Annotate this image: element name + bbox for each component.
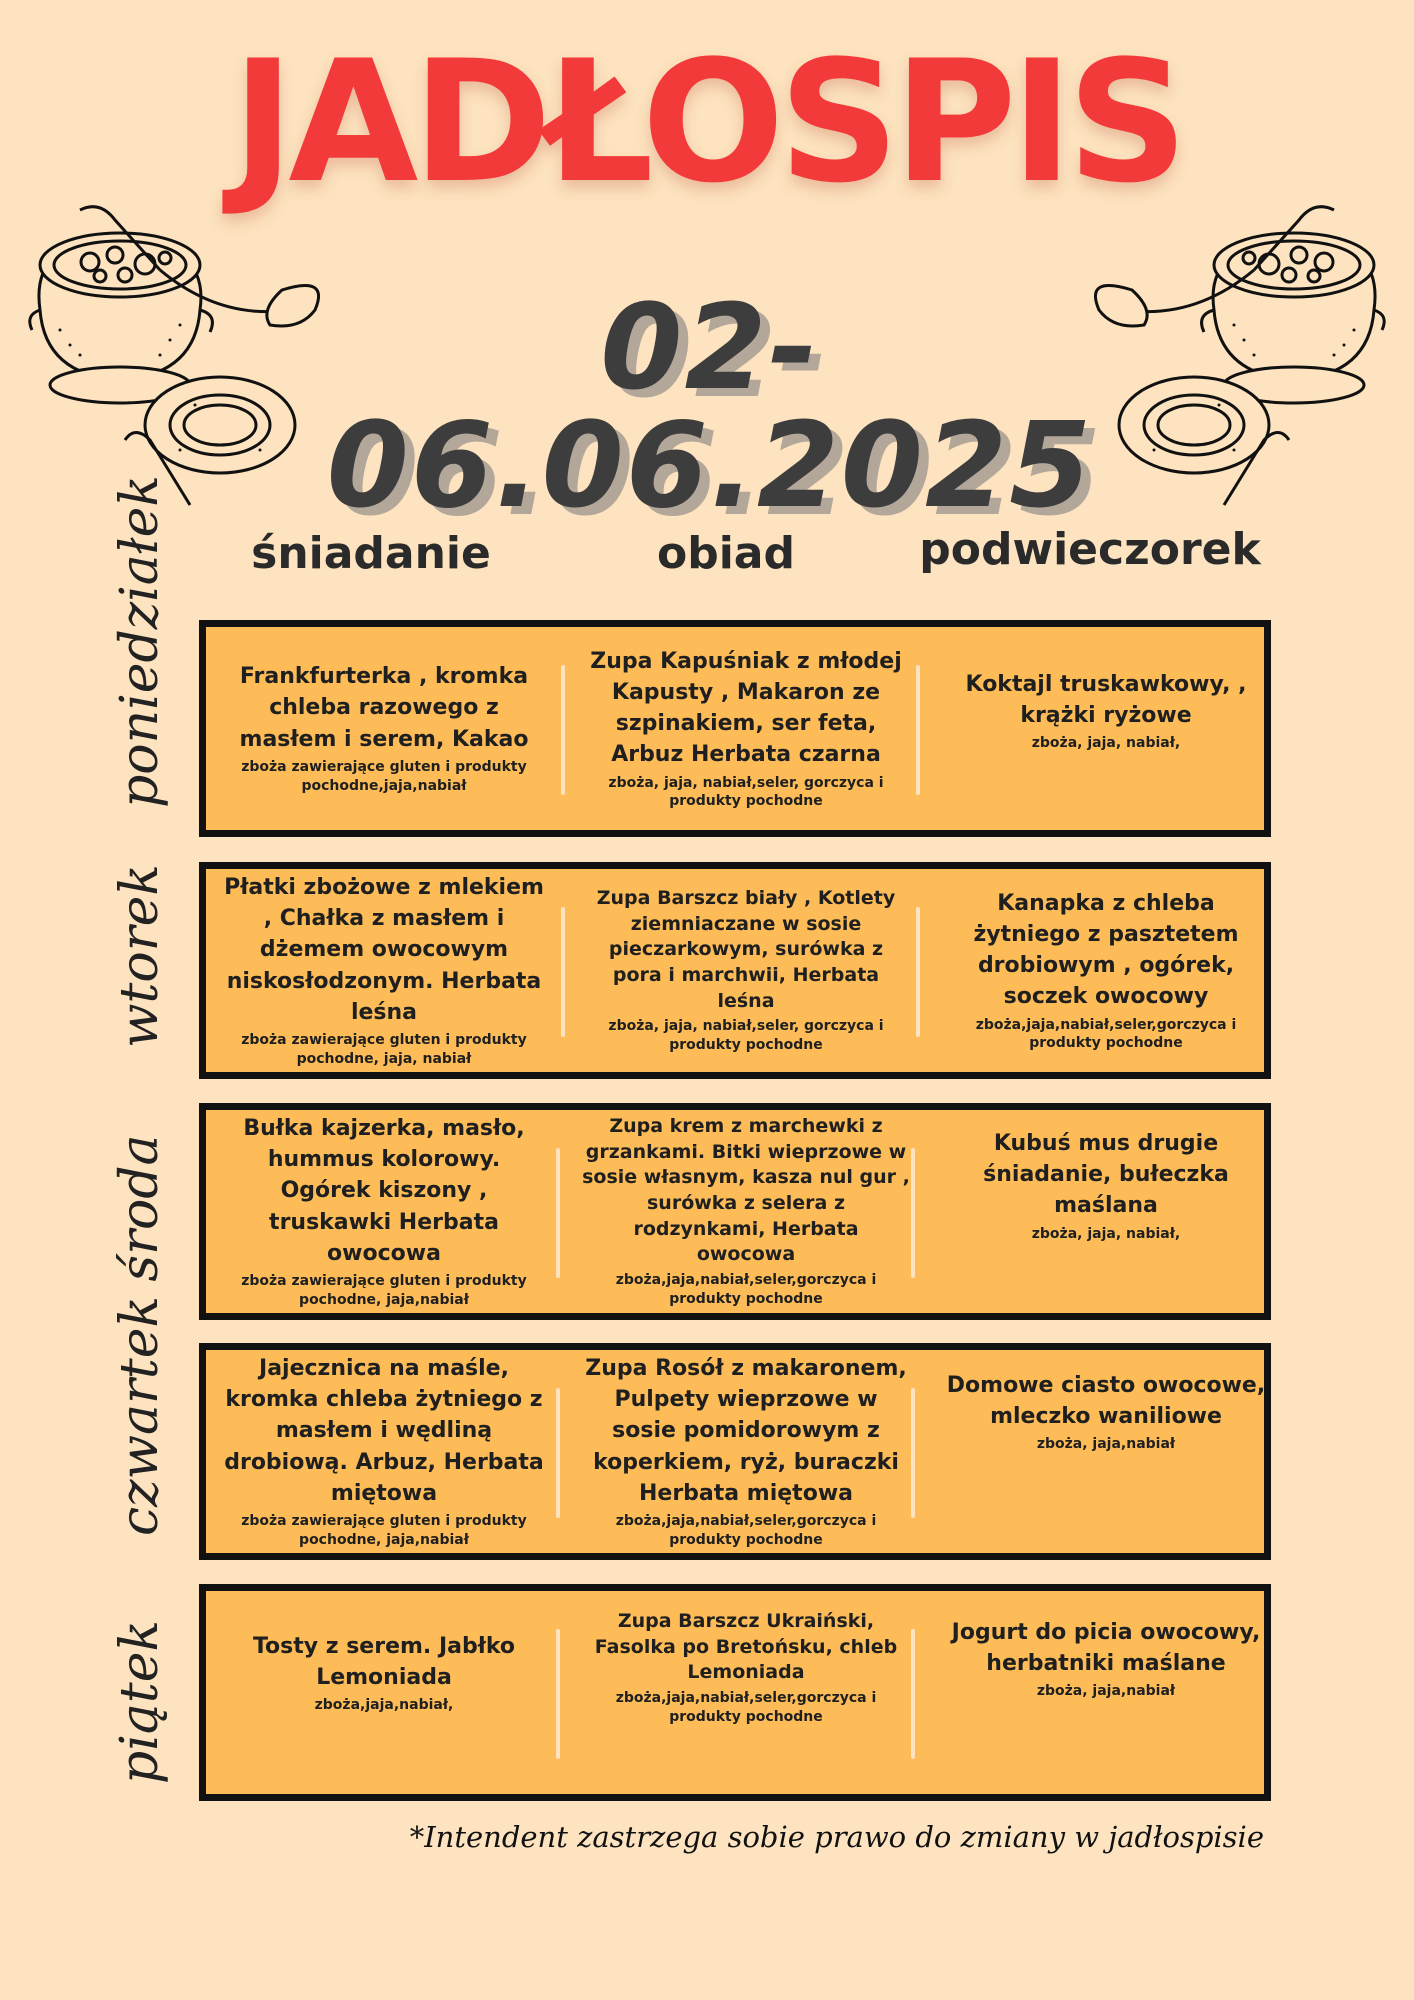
allergens-text: zboża,jaja,nabiał,seler,gorczyca i produkty pochodne xyxy=(975,1016,1237,1052)
day-label-friday: piątek xyxy=(110,1619,170,1785)
allergens-text: zboża, jaja, nabiał,seler, gorczyca i produkty pochodne xyxy=(608,1018,884,1054)
dish-text: Tosty z serem. Jabłko Lemoniada xyxy=(252,1634,516,1691)
column-divider xyxy=(561,665,565,795)
column-header-lunch: obiad xyxy=(657,528,795,579)
dish-text: Jajecznica na maśle, kromka chleba żytniego z masłem i wędliną drobiową. Arbuz, Herbata miętowa xyxy=(224,1356,544,1506)
day-label-tuesday: wtorek xyxy=(110,864,170,1048)
column-divider xyxy=(556,1388,560,1518)
allergens-text: zboża,jaja,nabiał,seler,gorczyca i produkty pochodne xyxy=(615,1689,877,1725)
dish-text: Jogurt do picia owocowy, herbatniki maślane xyxy=(951,1620,1261,1677)
soup-pot-illustration-right xyxy=(1074,200,1394,520)
snack-cell xyxy=(936,1591,1276,1794)
column-divider xyxy=(561,907,565,1037)
allergens-text: zboża,jaja,nabiał,seler,gorczyca i produkty pochodne xyxy=(615,1272,877,1307)
menu-row-wednesday xyxy=(199,1103,1271,1320)
lunch-cell xyxy=(576,869,916,1072)
allergens-text: zboża zawierające gluten i produkty pochodne, jaja,nabiał xyxy=(241,1513,527,1549)
dish-text: Kanapka z chleba żytniego z pasztetem drobiowym , ogórek, soczek owocowy xyxy=(973,890,1239,1010)
dish-text: Koktajl truskawkowy, , krążki ryżowe xyxy=(965,672,1247,729)
lunch-cell xyxy=(576,627,916,830)
column-divider xyxy=(911,1148,915,1278)
snack-cell xyxy=(936,627,1276,830)
column-divider xyxy=(556,1148,560,1278)
allergens-text: zboża, jaja, nabiał, xyxy=(1031,735,1181,752)
day-label-thursday: czwartek xyxy=(110,1295,170,1536)
dish-text: Zupa Rosół z makaronem, Pulpety wieprzowe w sosie pomidorowym z koperkiem, ryż, buraczki Herbata miętowa xyxy=(585,1356,907,1506)
soup-pot-illustration-left xyxy=(20,200,340,520)
allergens-text: zboża,jaja,nabiał,seler,gorczyca i produkty pochodne xyxy=(615,1513,877,1549)
column-divider xyxy=(916,665,920,795)
allergens-text: zboża, jaja,nabiał xyxy=(1036,1436,1176,1453)
breakfast-cell xyxy=(214,627,554,830)
dish-text: Zupa Barszcz biały , Kotlety ziemniaczane w sosie pieczarkowym, surówka z pora i marchwii, Herbata leśna xyxy=(596,887,896,1012)
lunch-cell xyxy=(576,1110,916,1313)
allergens-text: zboża,jaja,nabiał, xyxy=(314,1697,454,1714)
column-header-breakfast: śniadanie xyxy=(251,528,491,579)
column-header-snack: podwieczorek xyxy=(919,524,1261,575)
menu-row-tuesday xyxy=(199,862,1271,1079)
breakfast-cell xyxy=(214,869,554,1072)
breakfast-cell xyxy=(214,1591,554,1794)
column-divider xyxy=(911,1388,915,1518)
allergens-text: zboża zawierające gluten i produkty pochodne, jaja, nabiał xyxy=(241,1032,527,1068)
breakfast-cell xyxy=(214,1350,554,1553)
dish-text: Frankfurterka , kromka chleba razowego z masłem i serem, Kakao xyxy=(239,664,529,752)
dish-text: Kubuś mus drugie śniadanie, bułeczka maślana xyxy=(983,1131,1229,1219)
allergens-text: zboża, jaja,nabiał xyxy=(1036,1683,1176,1700)
menu-row-thursday xyxy=(199,1343,1271,1560)
dish-text: Bułka kajzerka, masło, hummus kolorowy. Ogórek kiszony , truskawki Herbata owocowa xyxy=(243,1116,525,1266)
day-label-monday: poniedziałek xyxy=(110,475,170,808)
dish-text: Zupa Kapuśniak z młodej Kapusty , Makaron ze szpinakiem, ser feta, Arbuz Herbata czarna xyxy=(590,648,902,768)
snack-cell xyxy=(936,1110,1276,1313)
breakfast-cell xyxy=(214,1110,554,1313)
menu-row-friday xyxy=(199,1584,1271,1801)
day-label-wednesday: środa xyxy=(110,1134,170,1282)
snack-cell xyxy=(936,869,1276,1072)
dish-text: Płatki zbożowe z mlekiem , Chałka z masłem i dżemem owocowym niskosłodzonym. Herbata leśna xyxy=(224,875,544,1025)
lunch-cell xyxy=(576,1591,916,1794)
dish-text: Zupa krem z marchewki z grzankami. Bitki wieprzowe w sosie własnym, kasza nul gur , surówka z selera z rodzynkami, Herbata owocowa xyxy=(582,1115,910,1266)
footer-note: *Intendent zastrzega sobie prawo do zmiany w jadłospisie xyxy=(409,1820,1264,1854)
column-divider xyxy=(911,1629,915,1759)
menu-row-monday xyxy=(199,620,1271,837)
allergens-text: zboża, jaja, nabiał,seler, gorczyca i produkty pochodne xyxy=(608,774,884,810)
column-divider xyxy=(556,1629,560,1759)
allergens-text: zboża, jaja, nabiał, xyxy=(1031,1225,1181,1242)
page-title: JADŁOSPIS xyxy=(231,24,1183,220)
allergens-text: zboża zawierające gluten i produkty pochodne, jaja,nabiał xyxy=(241,1273,527,1309)
date-range: 02-06.06.2025 xyxy=(326,278,1094,534)
lunch-cell xyxy=(576,1350,916,1553)
dish-text: Domowe ciasto owocowe, mleczko waniliowe xyxy=(946,1373,1266,1430)
allergens-text: zboża zawierające gluten i produkty pochodne,jaja,nabiał xyxy=(241,758,527,794)
snack-cell xyxy=(936,1350,1276,1553)
column-divider xyxy=(916,907,920,1037)
dish-text: Zupa Barszcz Ukraiński, Fasolka po Bretońsku, chleb Lemoniada xyxy=(594,1610,898,1684)
